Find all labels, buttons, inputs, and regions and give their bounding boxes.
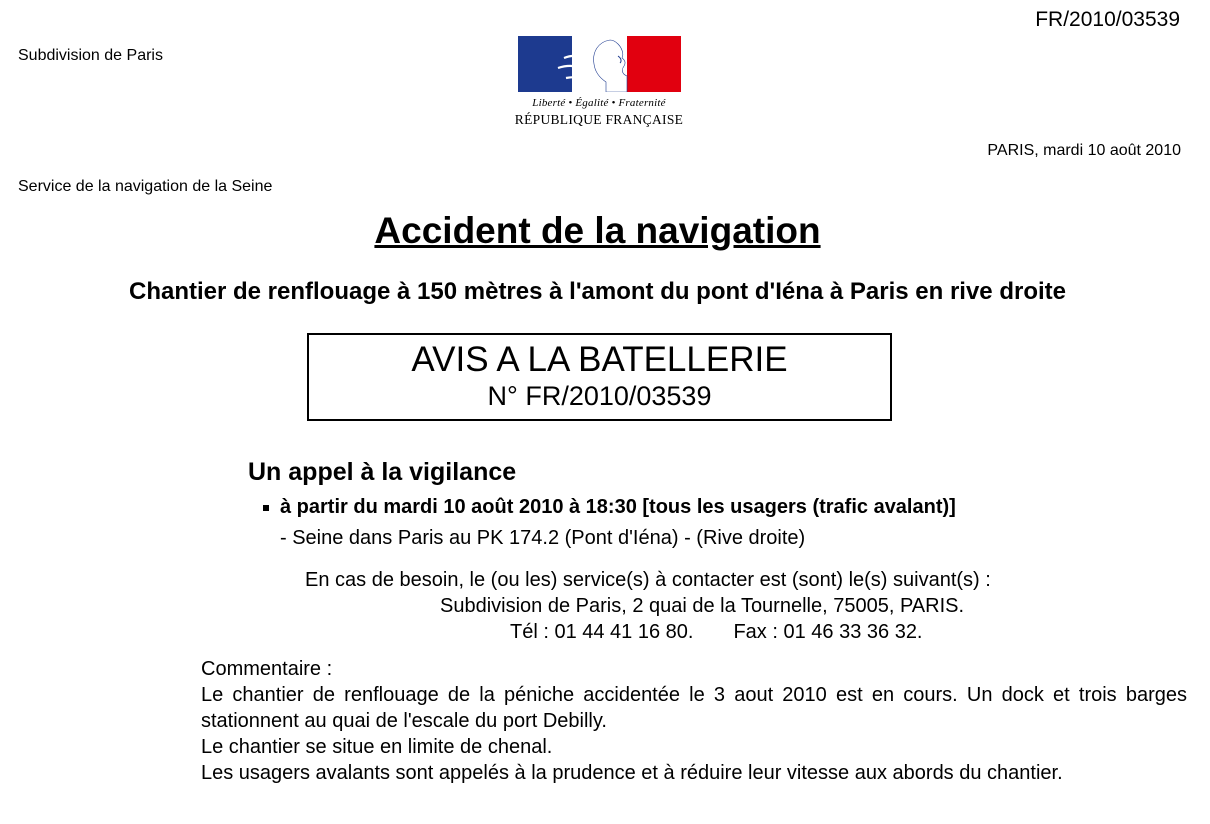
document-title: Accident de la navigation bbox=[374, 210, 821, 251]
vigilance-location: - Seine dans Paris au PK 174.2 (Pont d'Iéna) - (Rive droite) bbox=[280, 527, 806, 549]
vigilance-period: à partir du mardi 10 août 2010 à 18:30 [tous les usagers (trafic avalant)] bbox=[280, 496, 956, 518]
comment-line: Le chantier de renflouage de la péniche accidentée le 3 aout 2010 est en cours. Un dock et trois barges stationnent au quai de l'escale du port Debilly. bbox=[201, 684, 1187, 732]
contact-address: Subdivision de Paris, 2 quai de la Tournelle, 75005, PARIS. bbox=[440, 595, 965, 617]
comment-label: Commentaire : bbox=[201, 658, 333, 680]
service-label: Service de la navigation de la Seine bbox=[18, 178, 273, 195]
logo-motto: Liberté • Égalité • Fraternité bbox=[532, 97, 666, 109]
contact-fax: Fax : 01 46 33 36 32. bbox=[733, 621, 923, 643]
reference-number: FR/2010/03539 bbox=[1035, 8, 1180, 31]
logo-republic-label: RÉPUBLIQUE FRANÇAISE bbox=[514, 112, 684, 127]
republique-francaise-logo bbox=[510, 36, 688, 128]
vigilance-heading: Un appel à la vigilance bbox=[248, 458, 517, 486]
document-subtitle: Chantier de renflouage à 150 mètres à l'amont du pont d'Iéna à Paris en rive droite bbox=[128, 278, 1066, 305]
notice-box bbox=[307, 333, 892, 421]
comment-section bbox=[201, 656, 1187, 786]
marianne-flag-icon bbox=[518, 36, 681, 92]
comment-line: Le chantier se situe en limite de chenal. bbox=[201, 736, 553, 758]
notice-number: N° FR/2010/03539 bbox=[487, 381, 712, 411]
date-line: PARIS, mardi 10 août 2010 bbox=[987, 142, 1181, 159]
notice-heading: AVIS A LA BATELLERIE bbox=[411, 340, 788, 379]
subdivision-label: Subdivision de Paris bbox=[18, 47, 163, 64]
contact-phones bbox=[510, 621, 923, 644]
contact-tel: Tél : 01 44 41 16 80. bbox=[510, 621, 694, 643]
bullet-icon bbox=[263, 505, 269, 511]
comment-line: Les usagers avalants sont appelés à la prudence et à réduire leur vitesse aux abords du chantier. bbox=[201, 762, 1063, 784]
contact-intro: En cas de besoin, le (ou les) service(s) à contacter est (sont) le(s) suivant(s) : bbox=[305, 569, 991, 591]
